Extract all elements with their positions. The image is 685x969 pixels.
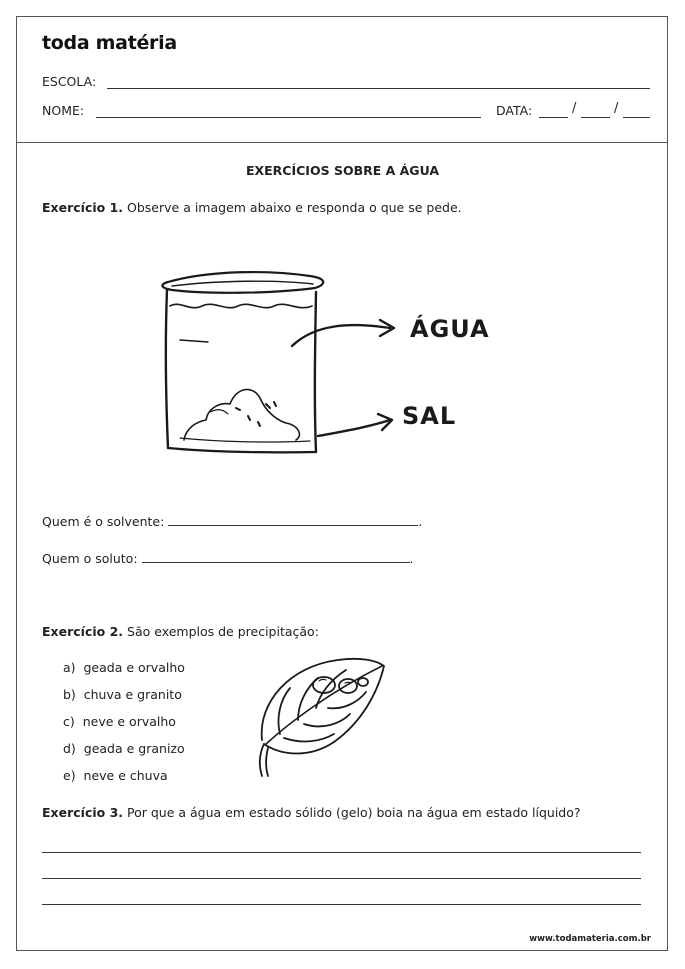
school-field[interactable] [107, 88, 650, 89]
date-separator: / [614, 101, 619, 116]
solute-answer-field[interactable] [142, 561, 410, 563]
solvent-answer-field[interactable] [168, 524, 418, 526]
option-letter: b) [63, 687, 76, 702]
exercise-2-number: Exercício 2. [42, 624, 124, 639]
footer-url: www.todamateria.com.br [529, 934, 651, 944]
option-a[interactable] [63, 660, 185, 675]
leaf-with-water-drops-icon [250, 652, 390, 782]
option-text: neve e orvalho [82, 714, 176, 729]
glass-of-salt-water-icon [150, 262, 510, 462]
school-label: ESCOLA: [42, 74, 97, 89]
question-solute [42, 551, 414, 566]
question-solvent [42, 514, 422, 529]
question-solvent-text: Quem é o solvente: [42, 514, 165, 529]
exercise-1-number: Exercício 1. [42, 200, 124, 215]
answer-line-3[interactable] [42, 904, 641, 905]
exercise-2-text: São exemplos de precipitação: [127, 624, 319, 639]
name-label: NOME: [42, 103, 85, 118]
answer-line-1[interactable] [42, 852, 641, 853]
exercise-3-text: Por que a água em estado sólido (gelo) boia na água em estado líquido? [127, 805, 581, 820]
option-text: chuva e granito [83, 687, 182, 702]
header-divider [16, 142, 668, 143]
option-text: neve e chuva [83, 768, 168, 783]
option-d[interactable] [63, 741, 185, 756]
question-solute-end: . [409, 551, 414, 566]
exercise-1-prompt [42, 200, 462, 215]
option-letter: a) [63, 660, 76, 675]
exercise-2-prompt [42, 624, 319, 639]
option-b[interactable] [63, 687, 182, 702]
exercise-3-number: Exercício 3. [42, 805, 124, 820]
option-letter: e) [63, 768, 76, 783]
brand-logo: toda matéria [42, 32, 177, 54]
worksheet-title: EXERCÍCIOS SOBRE A ÁGUA [245, 163, 440, 178]
question-solute-text: Quem o soluto: [42, 551, 138, 566]
date-separator: / [572, 101, 577, 116]
answer-line-2[interactable] [42, 878, 641, 879]
date-year-field[interactable] [623, 117, 650, 118]
option-text: geada e granizo [83, 741, 185, 756]
name-field[interactable] [96, 117, 481, 118]
option-letter: d) [63, 741, 76, 756]
date-month-field[interactable] [581, 117, 610, 118]
option-e[interactable] [63, 768, 168, 783]
water-label: ÁGUA [410, 315, 490, 343]
question-solvent-end: . [418, 514, 423, 529]
option-text: geada e orvalho [83, 660, 185, 675]
salt-label: SAL [402, 402, 457, 430]
exercise-3-prompt [42, 805, 581, 820]
date-label: DATA: [496, 103, 533, 118]
option-c[interactable] [63, 714, 176, 729]
date-day-field[interactable] [539, 117, 568, 118]
option-letter: c) [63, 714, 75, 729]
exercise-1-text: Observe a imagem abaixo e responda o que se pede. [127, 200, 462, 215]
